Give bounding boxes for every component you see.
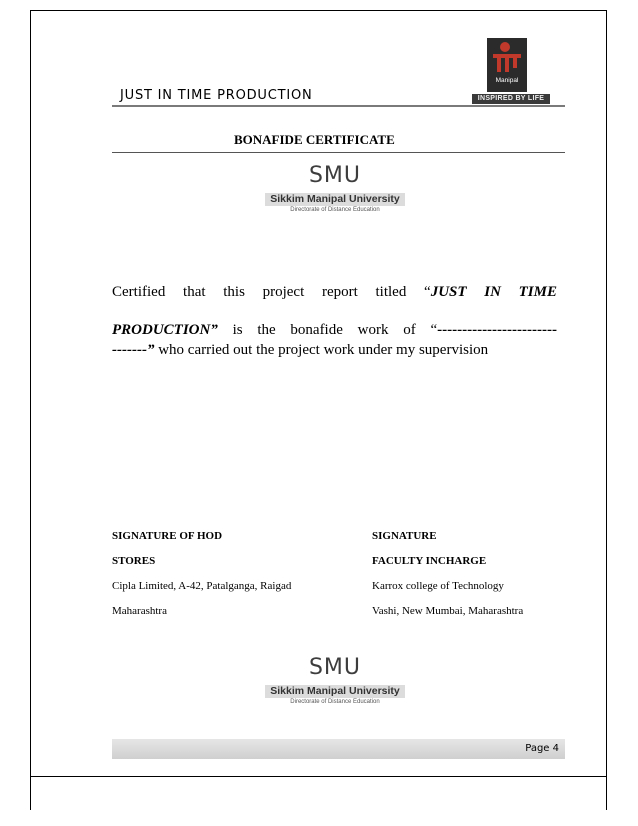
page-number: Page 4 (525, 743, 559, 754)
header-title: JUST IN TIME PRODUCTION (120, 88, 313, 103)
title-rule (112, 152, 565, 153)
project-title-part-2: PRODUCTION” (112, 322, 218, 338)
hod-organization: Cipla Limited, A-42, Patalganga, Raigad (112, 580, 292, 592)
smu-university-name: Sikkim Manipal University (265, 193, 405, 206)
certificate-body (112, 282, 557, 360)
footer-bar (112, 739, 565, 759)
body-line-3: -------” who carried out the project work under my supervision (112, 342, 489, 358)
smu-directorate: Directorate of Distance Education (290, 699, 380, 705)
faculty-signature-heading: SIGNATURE (372, 530, 437, 542)
body-line-2: PRODUCTION” is the bonafide work of “------------------------ (112, 322, 557, 338)
header-rule (112, 105, 565, 107)
faculty-location: Vashi, New Mumbai, Maharashtra (372, 605, 524, 617)
smu-university-name: Sikkim Manipal University (265, 685, 405, 698)
faculty-organization: Karrox college of Technology (372, 580, 504, 592)
faculty-role: FACULTY INCHARGE (372, 555, 487, 567)
manipal-logo (487, 38, 527, 92)
manipal-brand-text: Manipal (495, 77, 519, 84)
hod-role: STORES (112, 555, 156, 567)
manipal-emblem-icon (487, 38, 527, 76)
smu-logo-top (265, 163, 405, 221)
smu-directorate: Directorate of Distance Education (290, 207, 380, 213)
smu-acronym: SMU (308, 163, 362, 188)
certificate-title: BONAFIDE CERTIFICATE (234, 132, 395, 147)
page-bottom-line (30, 776, 607, 777)
hod-state: Maharashtra (112, 605, 167, 617)
hod-signature-heading: SIGNATURE OF HOD (112, 530, 223, 542)
body-line-1: Certified that this project report titled “JUST IN TIME (112, 284, 557, 300)
tagline: INSPIRED BY LIFE (472, 94, 550, 104)
project-title-part-1: JUST IN TIME (430, 284, 557, 300)
smu-logo-bottom (265, 655, 405, 713)
smu-acronym: SMU (308, 655, 362, 680)
